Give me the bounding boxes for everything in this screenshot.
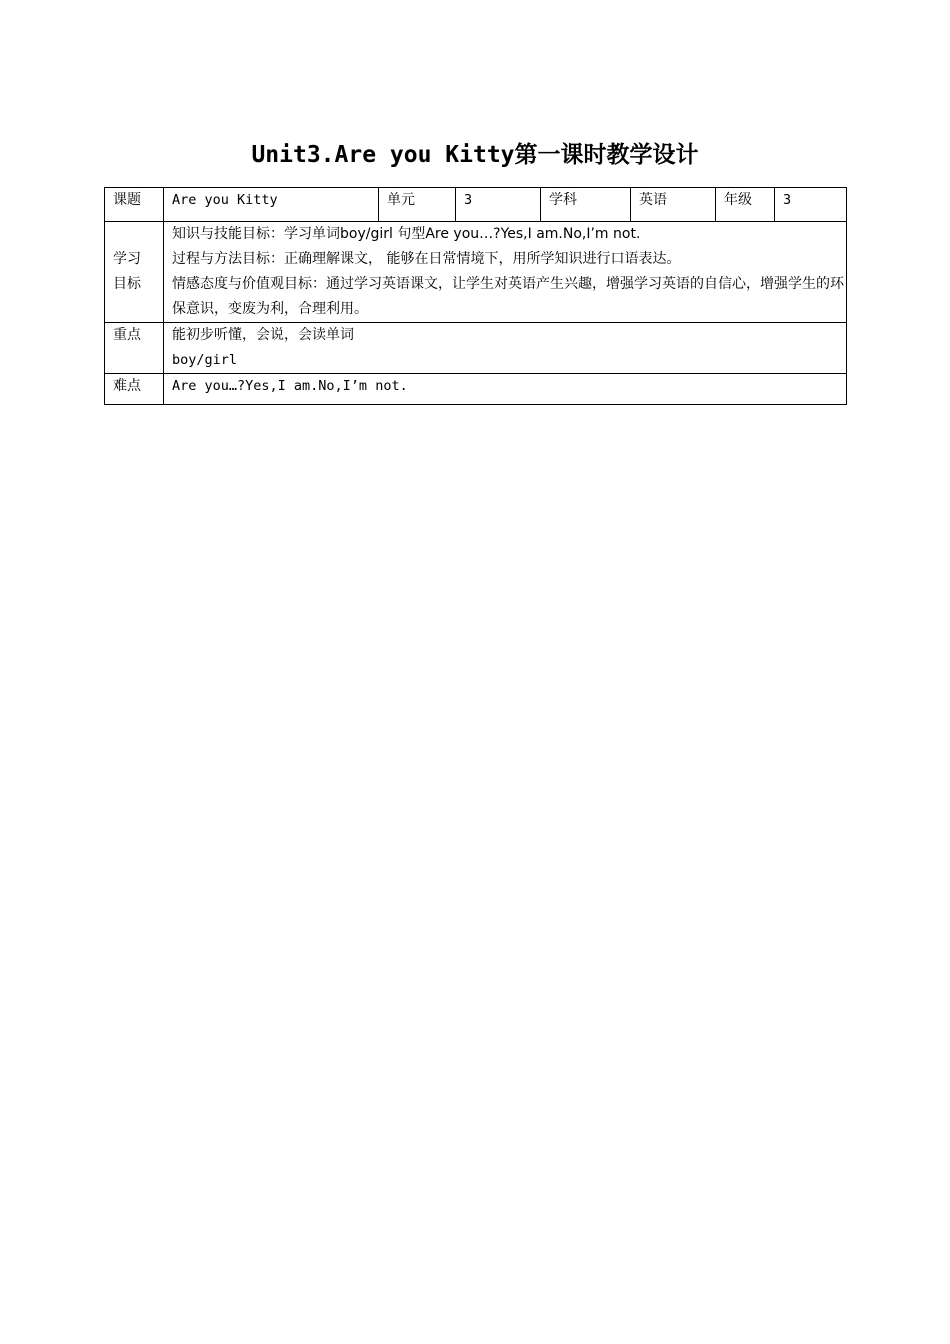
subject-value: 英语	[631, 188, 716, 222]
unit-label: 单元	[379, 188, 456, 222]
document-title: Unit3.Are you Kitty第一课时教学设计	[251, 142, 699, 168]
topic-value: Are you Kitty	[164, 188, 379, 222]
table-row	[105, 323, 847, 374]
lesson-plan-table	[104, 187, 847, 405]
key-points-line: boy/girl	[172, 352, 238, 368]
goal-process: 过程与方法目标：正确理解课文， 能够在日常情境下，用所学知识进行口语表达。	[172, 251, 681, 267]
table-row	[105, 188, 847, 222]
goals-content	[164, 222, 847, 323]
table-row	[105, 374, 847, 405]
unit-value: 3	[456, 188, 541, 222]
grade-value: 3	[775, 188, 847, 222]
key-points-line: 能初步听懂，会说，会读单词	[172, 327, 354, 343]
difficulties-label: 难点	[105, 374, 164, 405]
subject-label: 学科	[541, 188, 631, 222]
difficulties-content: Are you…?Yes,I am.No,I’m not.	[164, 374, 847, 405]
table-row	[105, 222, 847, 323]
grade-label: 年级	[716, 188, 775, 222]
key-points-label: 重点	[105, 323, 164, 374]
topic-label: 课题	[105, 188, 164, 222]
goal-knowledge: 知识与技能目标：学习单词boy/girl 句型Are you…?Yes,I am.No,I’m not.	[172, 226, 641, 242]
goals-label-line: 学习	[113, 251, 141, 267]
goals-label-line: 目标	[113, 276, 141, 292]
goal-attitude: 情感态度与价值观目标：通过学习英语课文，让学生对英语产生兴趣，增强学习英语的自信心，增强学生的环保意识，变废为利，合理利用。	[172, 276, 844, 317]
goals-label	[105, 222, 164, 323]
key-points-content	[164, 323, 847, 374]
